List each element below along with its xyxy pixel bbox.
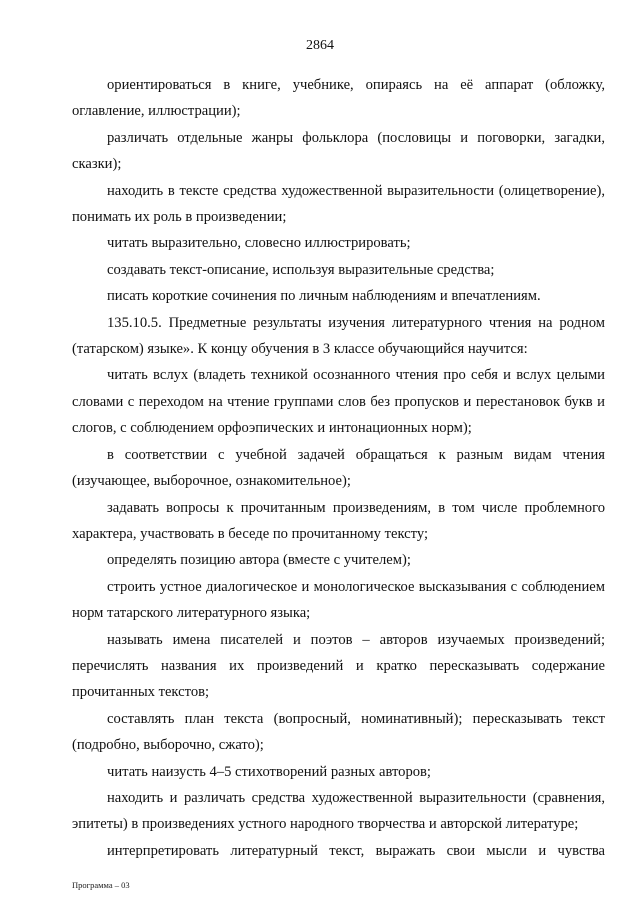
footer-program-label: Программа – 03 <box>72 880 130 890</box>
paragraph-16: находить и различать средства художественной выразительности (сравнения, эпитеты) в произведениях устного народного творчества и авторской литературе; <box>72 789 605 833</box>
paragraph-7: 135.10.5. Предметные результаты изучения литературного чтения на родном (татарском) языке». К концу обучения в 3 классе обучающийся научится: <box>72 314 605 358</box>
paragraph-11: определять позицию автора (вместе с учителем); <box>107 552 411 569</box>
paragraph-13: называть имена писателей и поэтов – авторов изучаемых произведений; перечислять названия их произведений и кратко пересказывать содержание прочитанных текстов; <box>72 631 605 701</box>
paragraph-12: строить устное диалогическое и монологическое высказывания с соблюдением норм татарского литературного языка; <box>72 578 605 622</box>
paragraph-17: интерпретировать литературный текст, выражать свои мысли и чувства <box>107 842 605 859</box>
paragraph-14: составлять план текста (вопросный, номинативный); пересказывать текст (подробно, выборочно, сжато); <box>72 710 605 754</box>
page-number: 2864 <box>306 38 334 53</box>
body-text <box>72 72 605 864</box>
paragraph-15: читать наизусть 4–5 стихотворений разных авторов; <box>107 763 431 780</box>
paragraph-3: находить в тексте средства художественной выразительности (олицетворение), понимать их роль в произведении; <box>72 182 605 226</box>
paragraph-4: читать выразительно, словесно иллюстрировать; <box>107 235 411 252</box>
paragraph-5: создавать текст-описание, используя выразительные средства; <box>107 261 495 278</box>
paragraph-9: в соответствии с учебной задачей обращаться к разным видам чтения (изучающее, выборочное, ознакомительное); <box>72 446 605 490</box>
paragraph-10: задавать вопросы к прочитанным произведениям, в том числе проблемного характера, участвовать в беседе по прочитанному тексту; <box>72 499 605 542</box>
paragraph-6: писать короткие сочинения по личным наблюдениям и впечатлениям. <box>107 288 541 305</box>
paragraph-8: читать вслух (владеть техникой осознанного чтения про себя и вслух целыми словами с переходом на чтение группами слов без пропусков и перестановок букв и слогов, с соблюдением орфоэпических и интонационных норм); <box>72 367 605 437</box>
paragraph-2: различать отдельные жанры фольклора (пословицы и поговорки, загадки, сказки); <box>72 129 605 173</box>
paragraph-1: ориентироваться в книге, учебнике, опираясь на её аппарат (обложку, оглавление, иллюстрации); <box>72 77 605 120</box>
